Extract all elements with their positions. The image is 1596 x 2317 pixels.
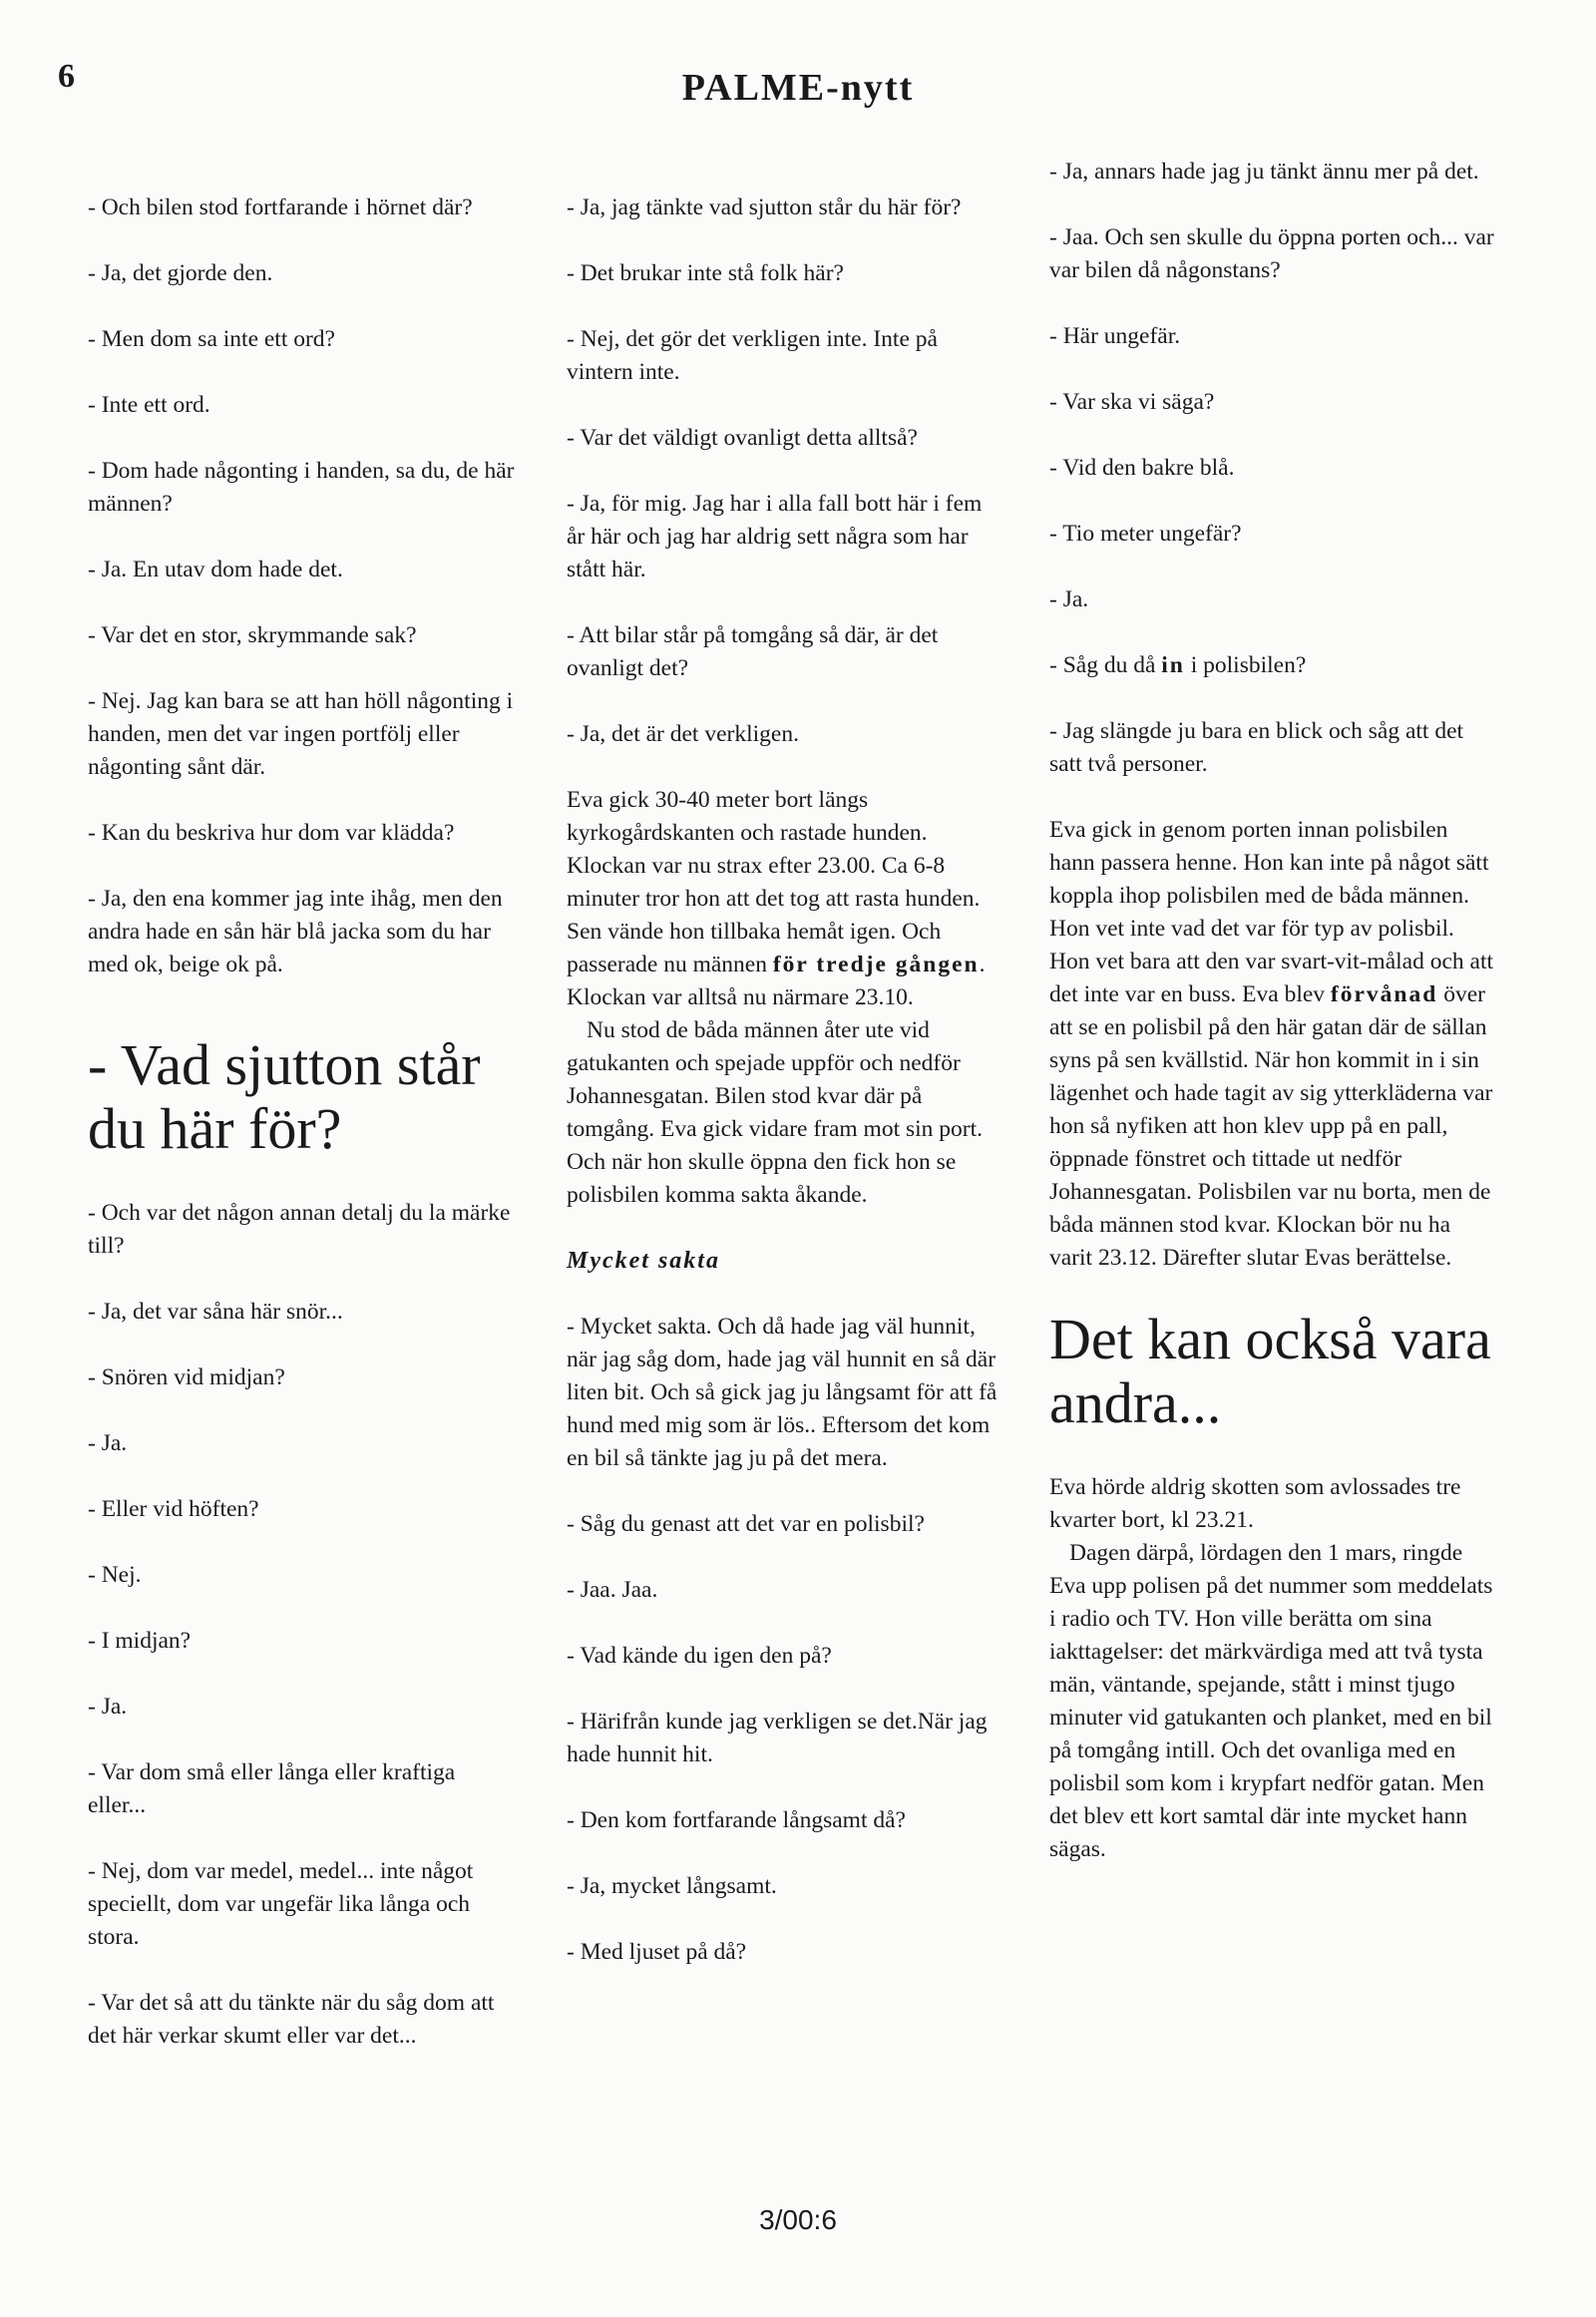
paragraph: - Här ungefär. [1049,323,1181,349]
paragraph: Nu stod de båda männen åter ute vid gatukanten och spejade uppför och nedför Johannesgatan. Bilen stod kvar där på tomgång. Eva gick vidare fram mot sin port. Och när hon skulle öppna den fick hon se polisbilen komma sakta åkande. [567,1017,984,1208]
text-run: - Såg du då [1049,652,1162,678]
paragraph: - Nej. [88,1562,142,1588]
paragraph: - Nej, dom var medel, medel... inte något speciellt, dom var ungefär lika långa och stora. [88,1858,474,1950]
emphasis: in [1161,652,1185,678]
paragraph: - Ja, den ena kommer jag inte ihåg, men den andra hade en sån här blå jacka som du har med ok, beige ok på. [88,886,503,977]
text-run: . Klockan var alltså nu närmare 23.10. [567,952,986,1010]
paragraph: - Ja, jag tänkte vad sjutton står du här för? [567,194,962,220]
paragraph: - Ja, annars hade jag ju tänkt ännu mer på det. [1049,159,1479,185]
paragraph: - Jaa. Jaa. [567,1577,658,1603]
paragraph: - Tio meter ungefär? [1049,521,1242,547]
masthead: PALME-nytt [681,67,915,109]
paragraph: - Att bilar står på tomgång så där, är det ovanligt det? [567,622,939,681]
paragraph: - Nej, det gör det verkligen inte. Inte på vintern inte. [567,326,938,385]
subheading: Mycket sakta [567,1248,720,1274]
section-heading: - Vad sjutton står du här för? [88,1032,481,1161]
paragraph: Dagen därpå, lördagen den 1 mars, ringde Eva upp polisen på det nummer som meddelats i radio och TV. Hon ville berätta om sina iakttagelser: det märkvärdiga med att två tysta män, väntande, spejande, stått i minst tjugo minuter vid gatukanten och planket, med en bil på tomgång intill. Och det ovanliga med en polisbil som kom i krypfart nedför gatan. Men det blev ett kort samtal där inte mycket hann sägas. [1049,1540,1493,1862]
paragraph [1049,814,1496,1275]
paragraph: - Med ljuset på då? [567,1939,747,1965]
paragraph [1049,649,1496,682]
paragraph: - Ja, mycket långsamt. [567,1873,777,1899]
paragraph: - Det brukar inte stå folk här? [567,260,844,286]
paragraph: - Och var det någon annan detalj du la märke till? [88,1200,511,1259]
paragraph: - Men dom sa inte ett ord? [88,326,335,352]
paragraph: - Var det en stor, skrymmande sak? [88,622,417,648]
paragraph: - Och bilen stod fortfarande i hörnet där? [88,194,473,220]
paragraph: - Ja. [88,1694,128,1720]
paragraph: - Kan du beskriva hur dom var klädda? [88,820,455,846]
paragraph: - I midjan? [88,1628,192,1654]
paragraph: - Vad kände du igen den på? [567,1643,832,1669]
paragraph: - Var det så att du tänkte när du såg dom att det här verkar skumt eller var det... [88,1990,495,2049]
paragraph: - Inte ett ord. [88,392,210,418]
text-run: i polisbilen? [1184,652,1307,678]
paragraph [567,784,1005,1014]
paragraph: - Jag slängde ju bara en blick och såg att det satt två personer. [1049,718,1464,777]
section-heading: Det kan också vara andra... [1049,1307,1491,1435]
paragraph: - Ja, det gjorde den. [88,260,273,286]
text-run: Eva gick 30-40 meter bort längs kyrkogårdskanten och rastade hunden. Klockan var nu strax efter 23.00. Ca 6-8 minuter tror hon att det tog att rasta hunden. Sen vände hon tillbaka hemåt igen. Och passerade nu männen [567,787,981,977]
paragraph: - Eller vid höften? [88,1496,259,1522]
paragraph: - Snören vid midjan? [88,1364,285,1390]
paragraph: - Härifrån kunde jag verkligen se det.När jag hade hunnit hit. [567,1709,988,1767]
paragraph: - Jaa. Och sen skulle du öppna porten och... var var bilen då någonstans? [1049,224,1494,283]
paragraph: - Nej. Jag kan bara se att han höll någonting i handen, men det var ingen portfölj eller någonting sånt där. [88,688,514,780]
column-2 [567,192,1005,2002]
paragraph: - Ja. [88,1430,128,1456]
paragraph: - Ja, det är det verkligen. [567,721,799,747]
paragraph: - Ja. [1049,586,1089,612]
paragraph: - Var ska vi säga? [1049,389,1215,415]
paragraph: - Ja, för mig. Jag har i alla fall bott här i fem år här och jag har aldrig sett några som har stått här. [567,491,983,582]
paragraph: - Såg du genast att det var en polisbil? [567,1511,925,1537]
paragraph: - Dom hade någonting i handen, sa du, de här männen? [88,458,515,517]
emphasis: förvånad [1330,981,1438,1007]
text-run: över att se en polisbil på den här gatan där de sällan syns på sen kvällstid. När hon kommit in i sin lägenhet och hade tagit av sig ytterkläderna var hon så nyfiken att hon klev upp på en pall, öppnade fönstret och tittade ut nedför Johannesgatan. Polisbilen var nu borta, men de båda männen stod kvar. Klockan bör nu ha varit 23.12. Därefter slutar Evas berättelse. [1049,981,1493,1271]
paragraph: - Den kom fortfarande långsamt då? [567,1807,906,1833]
paragraph: Eva hörde aldrig skotten som avlossades tre kvarter bort, kl 23.21. [1049,1474,1461,1533]
paragraph: - Ja. En utav dom hade det. [88,557,343,582]
paragraph: - Ja, det var såna här snör... [88,1299,343,1325]
paragraph: - Vid den bakre blå. [1049,455,1235,481]
emphasis: för tredje gången [772,952,980,977]
text-run: Eva gick in genom porten innan polisbilen hann passera henne. Hon kan inte på något sätt koppla ihop polisbilen med de båda männen. Hon vet inte vad det var för typ av polisbil. Hon vet bara att den var svart-vit-målad och att det inte var en buss. Eva blev [1049,817,1494,1007]
paragraph: - Var dom små eller långa eller kraftiga eller... [88,1759,456,1818]
paragraph: - Mycket sakta. Och då hade jag väl hunnit, när jag såg dom, hade jag väl hunnit en så där liten bit. Och så gick jag ju långsamt för att få hund med mig som är lös.. Eftersom det kom en bil så tänkte jag ju på det mera. [567,1314,998,1471]
issue-footer: 3/00:6 [759,2204,837,2235]
paragraph: - Var det väldigt ovanligt detta alltså? [567,425,918,451]
page-number: 6 [58,58,75,95]
column-1 [88,192,517,2086]
column-3 [1049,156,1496,1899]
